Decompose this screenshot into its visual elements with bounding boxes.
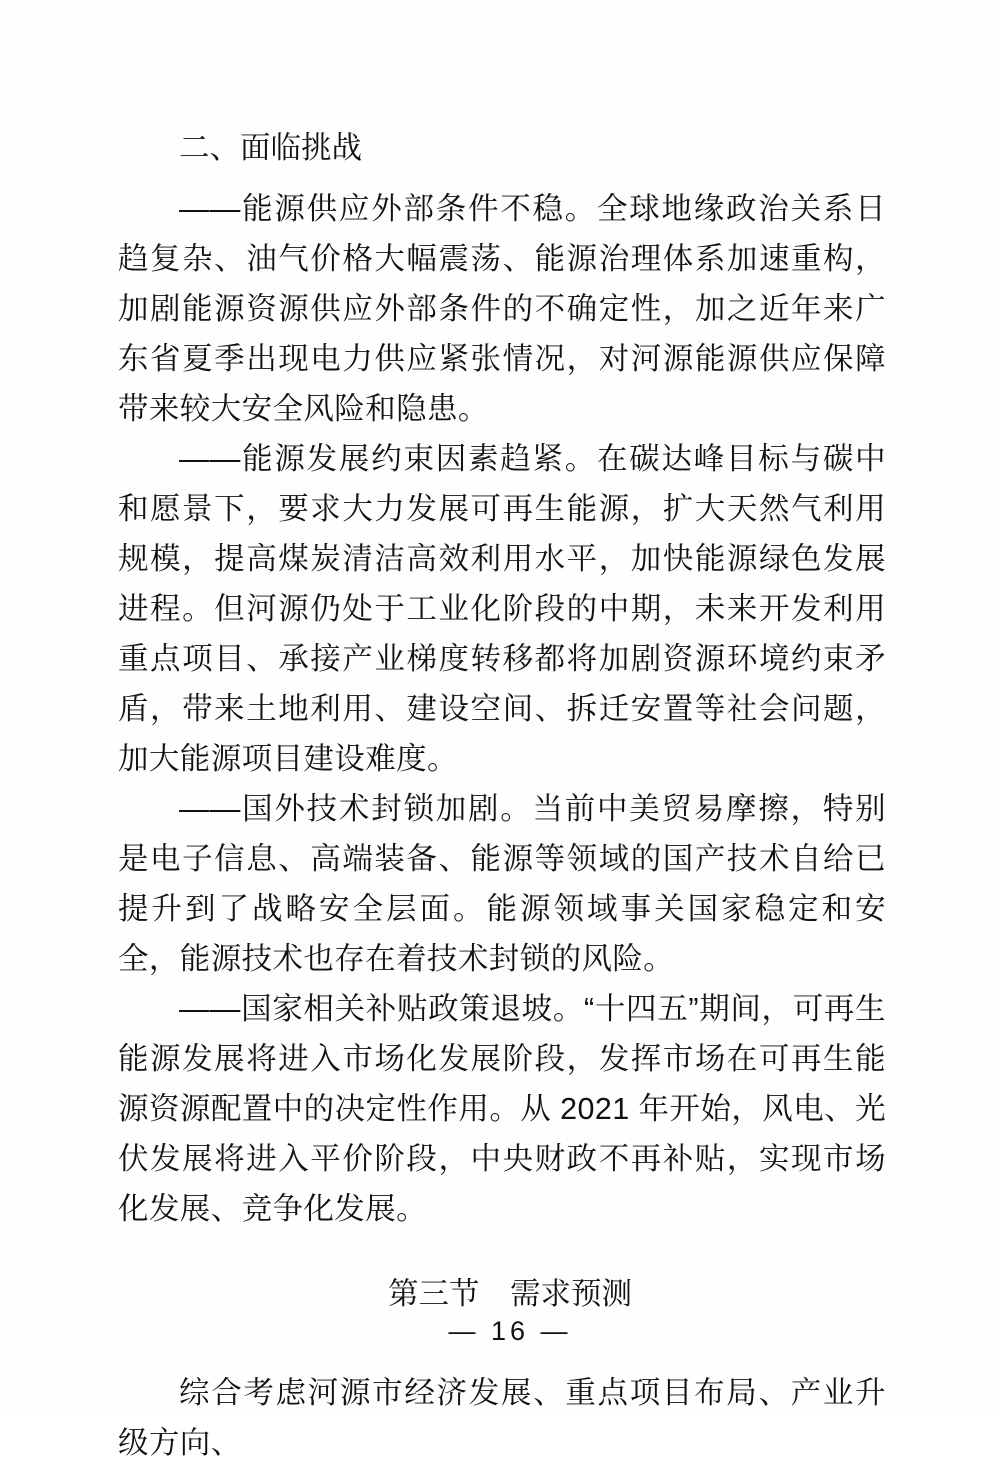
page-number: — 16 — — [448, 1316, 572, 1346]
paragraph-3: ——国外技术封锁加剧。当前中美贸易摩擦，特别是电子信息、高端装备、能源等领域的国产技术自给已提升到了战略安全层面。能源领域事关国家稳定和安全，能源技术也存在着技术封锁的风险。 — [118, 792, 886, 976]
paragraph-2: ——能源发展约束因素趋紧。在碳达峰目标与碳中和愿景下，要求大力发展可再生能源，扩大天然气利用规模，提高煤炭清洁高效利用水平，加快能源绿色发展进程。但河源仍处于工业化阶段的中期，未来开发利用重点项目、承接产业梯度转移都将加剧资源环境约束矛盾，带来土地利用、建设空间、拆迁安置等社会问题，加大能源项目建设难度。 — [118, 442, 886, 776]
page-content — [118, 122, 886, 1468]
closing-paragraph: 综合考虑河源市经济发展、重点项目布局、产业升级方向、 — [118, 1376, 886, 1460]
paragraph-4: ——国家相关补贴政策退坡。“十四五”期间，可再生能源发展将进入市场化发展阶段，发挥市场在可再生能源资源配置中的决定性作用。从 2021 年开始，风电、光伏发展将进入平价阶段，中央财政不再补贴，实现市场化发展、竞争化发展。 — [118, 992, 886, 1226]
spacer — [118, 1234, 886, 1268]
spacer — [118, 174, 886, 184]
paragraph-1: ——能源供应外部条件不稳。全球地缘政治关系日趋复杂、油气价格大幅震荡、能源治理体系加速重构，加剧能源资源供应外部条件的不确定性，加之近年来广东省夏季出现电力供应紧张情况，对河源能源供应保障带来较大安全风险和隐患。 — [118, 192, 886, 426]
subsection-title: 第三节 需求预测 — [388, 1277, 632, 1311]
section-heading: 二、面临挑战 — [179, 131, 362, 165]
page-footer — [0, 1316, 1000, 1347]
